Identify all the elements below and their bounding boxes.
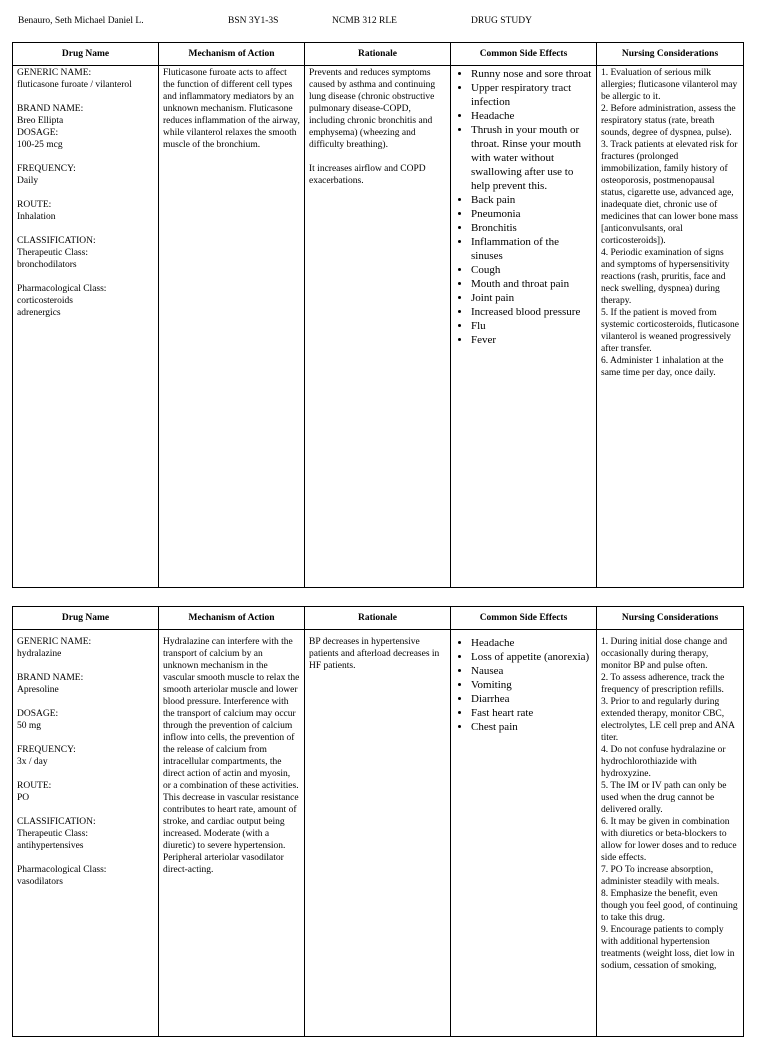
list-item: • Joint pain [471, 291, 592, 305]
document-type: DRUG STUDY [471, 16, 532, 26]
rationale-cell: Prevents and reduces symptoms caused by asthma and continuing lung disease (chronic obstructive pulmonary disease-COPD, including chronic bronchitis and emphysema) (wheezing and difficulty breathing). It increases airflow and COPD exacerbations. [305, 66, 451, 588]
list-item: • Inflammation of the sinuses [471, 235, 592, 263]
mechanism-cell: Hydralazine can interfere with the transport of calcium by an unknown mechanism in the vascular smooth muscle to relax the smooth arteriolar muscle and lower blood pressure. Interference with the transport of calcium may occur through the prevention of calcium inflow into cells, the prevention of the release of calcium from intracellular compartments, the direct action of actin and myosin, or a combination of these activities. This decrease in vascular resistance contributes to heart rate, amount of stroke, and cardiac output being increased. Moderate (with a diuretic) to severe hypertension. Peripheral arteriolar vasodilator direct-acting. [159, 630, 305, 1037]
list-item: • Diarrhea [471, 692, 592, 706]
list-item: • Vomiting [471, 678, 592, 692]
col-drug-name: Drug Name [13, 607, 159, 630]
list-item: • Headache [471, 636, 592, 650]
list-item: • Upper respiratory tract infection [471, 81, 592, 109]
col-nursing: Nursing Considerations [597, 607, 744, 630]
col-mechanism: Mechanism of Action [159, 43, 305, 66]
table-row [13, 66, 744, 588]
list-item: • Headache [471, 109, 592, 123]
table-row [13, 630, 744, 1037]
rationale-cell: BP decreases in hypertensive patients and afterload decreases in HF patients. [305, 630, 451, 1037]
list-item: • Increased blood pressure [471, 305, 592, 319]
list-item: • Fast heart rate [471, 706, 592, 720]
list-item: • Back pain [471, 193, 592, 207]
list-item: • Nausea [471, 664, 592, 678]
list-item: • Mouth and throat pain [471, 277, 592, 291]
student-name: Benauro, Seth Michael Daniel L. [18, 16, 144, 26]
side-effects-list [455, 67, 592, 347]
side-effects-list [455, 636, 592, 734]
col-mechanism: Mechanism of Action [159, 607, 305, 630]
document-header [18, 16, 758, 30]
col-rationale: Rationale [305, 43, 451, 66]
list-item: • Runny nose and sore throat [471, 67, 592, 81]
list-item: • Fever [471, 333, 592, 347]
list-item: • Cough [471, 263, 592, 277]
col-side-effects: Common Side Effects [451, 43, 597, 66]
list-item: • Thrush in your mouth or throat. Rinse your mouth with water without swallowing after use to help prevent this. [471, 123, 592, 193]
drug-info-cell: GENERIC NAME: fluticasone furoate / vilanterol BRAND NAME: Breo Ellipta DOSAGE: 100-25 mcg FREQUENCY: Daily ROUTE: Inhalation CLASSIFICATION: Therapeutic Class: bronchodilators Pharmacological Class: corticosteroids adrenergics [13, 66, 159, 588]
col-side-effects: Common Side Effects [451, 607, 597, 630]
drug-info-cell: GENERIC NAME: hydralazine BRAND NAME: Apresoline DOSAGE: 50 mg FREQUENCY: 3x / day ROUTE: PO CLASSIFICATION: Therapeutic Class: antihypertensives Pharmacological Class: vasodilators [13, 630, 159, 1037]
list-item: • Loss of appetite (anorexia) [471, 650, 592, 664]
col-nursing: Nursing Considerations [597, 43, 744, 66]
list-item: • Flu [471, 319, 592, 333]
table-header-row [13, 607, 744, 630]
nursing-cell: 1. During initial dose change and occasionally during therapy, monitor BP and pulse often. 2. To assess adherence, track the frequency of prescription refills. 3. Prior to and regularly during extended therapy, monitor CBC, electrolytes, LE cell prep and ANA titer. 4. Do not confuse hydralazine or hydrochlorothiazide with hydroxyzine. 5. The IM or IV path can only be used when the drug cannot be delivered orally. 6. It may be given in combination with diuretics or beta-blockers to allow for lower doses and to reduce side effects. 7. PO To increase absorption, administer steadily with meals. 8. Emphasize the benefit, even though you feel good, of continuing to take this drug. 9. Encourage patients to comply with additional hypertension treatments (weight loss, diet low in sodium, cessation of smoking, [597, 630, 744, 1037]
list-item: • Bronchitis [471, 221, 592, 235]
side-effects-cell [451, 66, 597, 588]
table-header-row [13, 43, 744, 66]
col-rationale: Rationale [305, 607, 451, 630]
mechanism-cell: Fluticasone furoate acts to affect the function of different cell types and inflammatory mediators by an unknown mechanism. Fluticasone reduces inflammation of the airway, while vilanterol relaxes the smooth muscle of the bronchium. [159, 66, 305, 588]
side-effects-cell [451, 630, 597, 1037]
section-code: BSN 3Y1-3S [228, 16, 279, 26]
drug-table-2 [12, 606, 744, 1037]
course-code: NCMB 312 RLE [332, 16, 397, 26]
col-drug-name: Drug Name [13, 43, 159, 66]
nursing-cell: 1. Evaluation of serious milk allergies; fluticasone vilanterol may be allergic to it. 2. Before administration, assess the respiratory status (rate, breath sounds, degree of dyspnea, pulse). 3. Track patients at elevated risk for fractures (prolonged immobilization, family history of osteoporosis, postmenopausal status, cigarette use, advanced age, inadequate diet, chronic use of medicines that can lower bone mass [anticonvulsants, oral corticosteroids]). 4. Periodic examination of signs and symptoms of hypersensitivity reactions (rash, pruritis, face and neck swelling, dyspnea) during therapy. 5. If the patient is moved from systemic corticosteroids, fluticasone vilanterol is weaned progressively after transfer. 6. Administer 1 inhalation at the same time per day, once daily. [597, 66, 744, 588]
list-item: • Pneumonia [471, 207, 592, 221]
list-item: • Chest pain [471, 720, 592, 734]
drug-table-1 [12, 42, 744, 588]
